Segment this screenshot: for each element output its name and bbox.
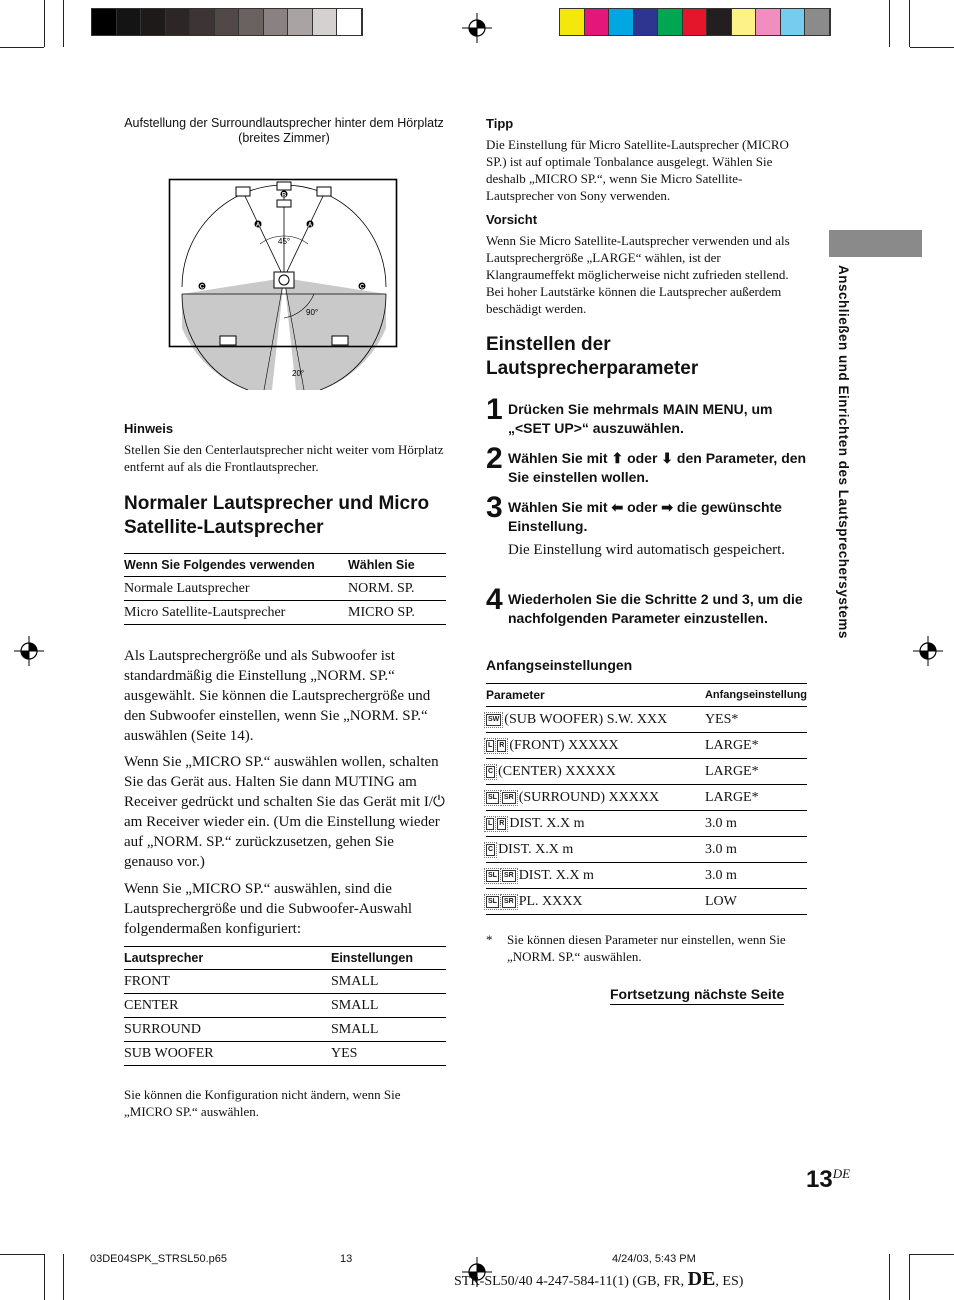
- param-name-cell: [486, 811, 705, 837]
- param-name-cell: [486, 785, 705, 811]
- param-value-cell: LOW: [705, 889, 807, 915]
- continued-link[interactable]: Fortsetzung nächste Seite: [610, 986, 784, 1005]
- label-b: B: [281, 192, 287, 199]
- page-number: [806, 1166, 850, 1194]
- paragraph: Wenn Sie „MICRO SP.“ auswählen wollen, schalten Sie das Gerät aus. Halten Sie dann MUTING am Receiver gedrückt und schalten Sie das Gerät mit I/⏻ am Receiver wieder ein. (Um die Einstellung wieder auf „NORM. SP.“ zurückzusetzen, gehen Sie genauso vor.): [124, 754, 445, 870]
- chapter-tab: [829, 230, 922, 257]
- footer-model-lang: DE: [687, 1268, 716, 1290]
- color-swatch: [288, 9, 313, 35]
- registration-mark-icon: [462, 13, 492, 43]
- table-cell: FRONT: [124, 970, 331, 994]
- crop-mark: [910, 1254, 954, 1255]
- table-header: Lautsprecher: [124, 947, 331, 970]
- section-title-speaker-type: Normaler Lautsprecher und Micro Satellite-Lautsprecher: [124, 493, 430, 538]
- param-value-cell: 3.0 m: [705, 811, 807, 837]
- speaker-sl-icon: SL: [486, 870, 499, 882]
- color-swatch: [560, 9, 585, 35]
- paragraph: Wenn Sie „MICRO SP.“ auswählen, sind die Lautsprechergröße und die Subwoofer-Auswahl folgendermaßen konfiguriert:: [124, 881, 413, 937]
- tipp-title: Tipp: [486, 116, 514, 131]
- hinweis-text: Stellen Sie den Centerlautsprecher nicht weiter vom Hörplatz entfernt auf als die Frontlautsprecher.: [124, 442, 444, 474]
- footer-model-text: STR-SL50/40 4-247-584-11(1) (GB, FR,: [454, 1274, 685, 1289]
- table-row: [124, 994, 446, 1018]
- registration-mark-icon: [14, 636, 44, 666]
- param-label: (FRONT) XXXXX: [509, 738, 619, 753]
- footer-page: 13: [340, 1253, 353, 1265]
- page-language-suffix: DE: [832, 1166, 851, 1181]
- table-row: [124, 970, 446, 994]
- param-label: (SURROUND) XXXXX: [518, 790, 660, 805]
- speaker-l-icon: L: [486, 818, 494, 830]
- label-c: C: [199, 284, 205, 291]
- angle-90-label: 90°: [306, 308, 319, 317]
- param-name-cell: [486, 837, 705, 863]
- footnote-text: Sie können diesen Parameter nur einstellen, wenn Sie „NORM. SP.“ auswählen.: [507, 932, 786, 964]
- table-header: Wählen Sie: [348, 554, 446, 577]
- micro-config-table: [124, 946, 446, 1066]
- speaker-sr-icon: SR: [502, 792, 516, 804]
- param-label: PL. XXXX: [518, 894, 583, 909]
- speaker-c-icon: C: [486, 844, 495, 856]
- param-label: (SUB WOOFER) S.W. XXX: [504, 712, 668, 727]
- table-row: [486, 889, 807, 915]
- step-text: Wählen Sie mit ⬆ oder ⬇ den Parameter, den Sie einstellen wollen.: [508, 450, 807, 485]
- color-calibration-strip-color: [559, 8, 831, 36]
- step-number: 2: [486, 442, 503, 475]
- color-swatch: [781, 9, 806, 35]
- speaker-c-icon: C: [486, 766, 495, 778]
- param-name-cell: [486, 733, 705, 759]
- table-header: Wenn Sie Folgendes verwenden: [124, 554, 348, 577]
- speaker-sr-icon: SR: [502, 870, 516, 882]
- chapter-title: Anschließen und Einrichten des Lautsprechersystems: [836, 265, 851, 639]
- crop-mark: [0, 47, 44, 48]
- param-label: DIST. X.X m: [498, 842, 574, 857]
- table-row: [124, 1018, 446, 1042]
- section-title-speaker-params: Einstellen der Lautsprecherparameter: [486, 334, 699, 379]
- crop-mark: [909, 0, 910, 47]
- angle-45-label: 45°: [278, 237, 291, 246]
- color-swatch: [239, 9, 264, 35]
- speaker-r-icon: R: [497, 740, 506, 752]
- color-swatch: [585, 9, 610, 35]
- crop-mark: [63, 0, 64, 47]
- footnote-mark: *: [486, 932, 493, 947]
- param-value-cell: LARGE*: [705, 733, 807, 759]
- param-label: DIST. X.X m: [509, 816, 585, 831]
- footer-model-text: , ES): [715, 1274, 744, 1289]
- color-swatch: [264, 9, 289, 35]
- color-swatch: [609, 9, 634, 35]
- param-value-cell: LARGE*: [705, 759, 807, 785]
- color-swatch: [707, 9, 732, 35]
- speaker-sw-icon: SW: [486, 714, 501, 726]
- param-value-cell: 3.0 m: [705, 837, 807, 863]
- table-cell: SURROUND: [124, 1018, 331, 1042]
- label-a: A: [307, 222, 313, 229]
- step-number: 1: [486, 393, 503, 426]
- color-swatch: [756, 9, 781, 35]
- color-swatch: [215, 9, 240, 35]
- label-c: C: [359, 284, 365, 291]
- crop-mark: [0, 1254, 44, 1255]
- table-cell: SMALL: [331, 994, 446, 1018]
- table-row: [486, 785, 807, 811]
- tipp-text: Die Einstellung für Micro Satellite-Lautsprecher (MICRO SP.) ist auf optimale Tonbalance ausgelegt. Wählen Sie deshalb „MICRO SP.“, wenn Sie Micro Satellite-Lautsprecher von Sony verwenden.: [486, 137, 789, 203]
- table-cell: SUB WOOFER: [124, 1042, 331, 1066]
- color-swatch: [166, 9, 191, 35]
- table-cell: Micro Satellite-Lautsprecher: [124, 601, 348, 625]
- table-row: [124, 577, 446, 601]
- hinweis-title: Hinweis: [124, 421, 174, 436]
- color-swatch: [337, 9, 362, 35]
- crop-mark: [909, 1254, 910, 1300]
- step-subtext: Die Einstellung wird automatisch gespeichert.: [508, 542, 786, 558]
- label-a: A: [255, 222, 261, 229]
- param-label: (CENTER) XXXXX: [498, 764, 616, 779]
- figure-caption: Aufstellung der Surroundlautsprecher hinter dem Hörplatz (breites Zimmer): [124, 116, 444, 145]
- note-text: Sie können die Konfiguration nicht ändern, wenn Sie „MICRO SP.“ auswählen.: [124, 1087, 401, 1119]
- color-calibration-strip-gray: [91, 8, 363, 36]
- table-header: Parameter: [486, 684, 705, 707]
- table-row: [124, 601, 446, 625]
- crop-mark: [889, 1254, 890, 1300]
- color-swatch: [634, 9, 659, 35]
- speaker-l-icon: L: [486, 740, 494, 752]
- footer-model: [454, 1268, 743, 1291]
- color-swatch: [658, 9, 683, 35]
- param-value-cell: 3.0 m: [705, 863, 807, 889]
- table-cell: Normale Lautsprecher: [124, 577, 348, 601]
- speaker-sl-icon: SL: [486, 896, 499, 908]
- step-text: Wählen Sie mit ⬅ oder ➡ die gewünschte Einstellung.: [508, 499, 782, 534]
- table-row: [486, 837, 807, 863]
- param-name-cell: [486, 707, 705, 733]
- table-row: [124, 1042, 446, 1066]
- table-cell: YES: [331, 1042, 446, 1066]
- crop-mark: [44, 1254, 45, 1300]
- angle-20-label: 20°: [292, 369, 305, 378]
- table-row: [486, 707, 807, 733]
- speaker-r-icon: R: [497, 818, 506, 830]
- footer-date: 4/24/03, 5:43 PM: [612, 1253, 696, 1265]
- color-swatch: [92, 9, 117, 35]
- registration-mark-icon: [913, 636, 943, 666]
- table-cell: CENTER: [124, 994, 331, 1018]
- table-row: [486, 811, 807, 837]
- param-name-cell: [486, 759, 705, 785]
- step-number: 4: [486, 583, 503, 616]
- footer-filename: 03DE04SPK_STRSL50.p65: [90, 1253, 227, 1265]
- initial-settings-table: [486, 683, 807, 915]
- param-name-cell: [486, 889, 705, 915]
- speaker-type-table: [124, 553, 446, 625]
- color-swatch: [141, 9, 166, 35]
- speaker-sl-icon: SL: [486, 792, 499, 804]
- crop-mark: [910, 47, 954, 48]
- param-label: DIST. X.X m: [518, 868, 594, 883]
- initial-settings-title: Anfangseinstellungen: [486, 657, 633, 673]
- page-number-value: 13: [806, 1166, 833, 1193]
- speaker-sr-icon: SR: [502, 896, 516, 908]
- color-swatch: [805, 9, 830, 35]
- color-swatch: [683, 9, 708, 35]
- table-header: Einstellungen: [331, 947, 446, 970]
- crop-mark: [889, 0, 890, 47]
- table-cell: SMALL: [331, 1018, 446, 1042]
- color-swatch: [732, 9, 757, 35]
- table-cell: NORM. SP.: [348, 577, 446, 601]
- speaker-placement-diagram: [168, 178, 400, 390]
- param-value-cell: YES*: [705, 707, 807, 733]
- vorsicht-title: Vorsicht: [486, 212, 538, 227]
- step-text: Wiederholen Sie die Schritte 2 und 3, um die nachfolgenden Parameter einzustellen.: [508, 591, 803, 626]
- color-swatch: [190, 9, 215, 35]
- crop-mark: [44, 0, 45, 47]
- table-cell: SMALL: [331, 970, 446, 994]
- table-row: [486, 733, 807, 759]
- step-text: Drücken Sie mehrmals MAIN MENU, um „<SET UP>“ auszuwählen.: [508, 401, 773, 436]
- color-swatch: [117, 9, 142, 35]
- param-value-cell: LARGE*: [705, 785, 807, 811]
- table-row: [486, 863, 807, 889]
- color-swatch: [313, 9, 338, 35]
- crop-mark: [63, 1254, 64, 1300]
- paragraph: Als Lautsprechergröße und als Subwoofer ist standardmäßig die Einstellung „NORM. SP.“ ausgewählt. Sie können die Lautsprechergröße und den Subwoofer einstellen, wenn Sie „NORM. SP.“ auswählen (Seite 14).: [124, 648, 431, 744]
- table-header: Anfangseinstellung: [705, 684, 807, 707]
- param-name-cell: [486, 863, 705, 889]
- table-cell: MICRO SP.: [348, 601, 446, 625]
- vorsicht-text: Wenn Sie Micro Satellite-Lautsprecher verwenden und als Lautsprechergröße „LARGE“ wählen, ist der Klangraumeffekt möglicherweise nicht zufrieden stellend. Bei hoher Lautstärke können die Lautsprecher außerdem beschädigt werden.: [486, 233, 790, 316]
- table-row: [486, 759, 807, 785]
- step-number: 3: [486, 491, 503, 524]
